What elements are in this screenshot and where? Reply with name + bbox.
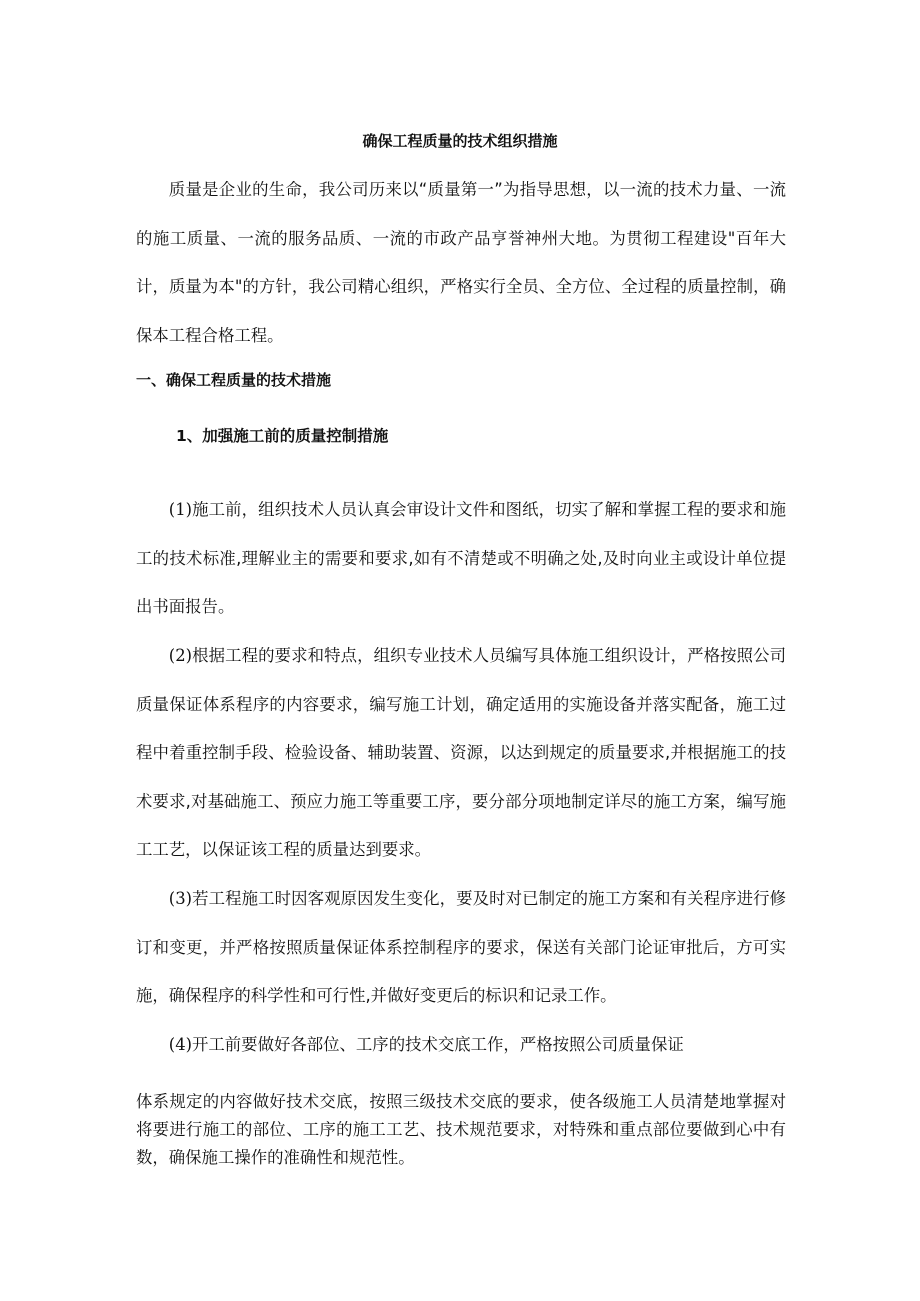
continuation-paragraph: 体系规定的内容做好技术交底，按照三级技术交底的要求，使各级施工人员清楚地掌握对将要进行施工的部位、工序的施工工艺、技术规范要求，对特殊和重点部位要做到心中有数，确保施工操作的准确性和规范性。 (136, 1092, 786, 1167)
item-paragraph-3 (136, 875, 786, 1021)
item-text: 开工前要做好各部位、工序的技术交底工作，严格按照公司质量保证 (192, 1035, 684, 1054)
item-text: 根据工程的要求和特点，组织专业技术人员编写具体施工组织设计，严格按照公司质量保证体系程序的内容要求，编写施工计划，确定适用的实施设备并落实配备，施工过程中着重控制手段、检验设备、辅助装置、资源，以达到规定的质量要求,并根据施工的技术要求,对基础施工、预应力施工等重要工序，要分部分项地制定详尽的施工方案，编写施工工艺，以保证该工程的质量达到要求。 (136, 646, 786, 859)
section-heading: 一、确保工程质量的技术措施 (136, 371, 332, 389)
item-number: (3) (168, 889, 193, 908)
item-paragraph-2 (136, 632, 786, 875)
subsection-heading: 1、加强施工前的质量控制措施 (176, 427, 389, 445)
item-paragraph-4 (136, 1021, 786, 1070)
item-number: (1) (168, 500, 193, 519)
item-text: 施工前，组织技术人员认真会审设计文件和图纸，切实了解和掌握工程的要求和施工的技术标准,理解业主的需要和要求,如有不清楚或不明确之处,及时向业主或设计单位提出书面报告。 (136, 500, 786, 616)
document-title: 确保工程质量的技术组织措施 (362, 132, 558, 150)
intro-paragraph: 质量是企业的生命，我公司历来以“质量第一”为指导思想，以一流的技术力量、一流的施工质量、一流的服务品质、一流的市政产品亨誉神州大地。为贯彻工程建设"百年大计，质量为本"的方针，我公司精心组织，严格实行全员、全方位、全过程的质量控制，确保本工程合格工程。 (136, 180, 786, 345)
item-text: 若工程施工时因客观原因发生变化，要及时对已制定的施工方案和有关程序进行修订和变更，并严格按照质量保证体系控制程序的要求，保送有关部门论证审批后，方可实施，确保程序的科学性和可行性,并做好变更后的标识和记录工作。 (136, 889, 786, 1005)
item-number: (2) (168, 646, 193, 665)
item-paragraph-1 (136, 486, 786, 632)
item-number: (4) (168, 1035, 193, 1054)
